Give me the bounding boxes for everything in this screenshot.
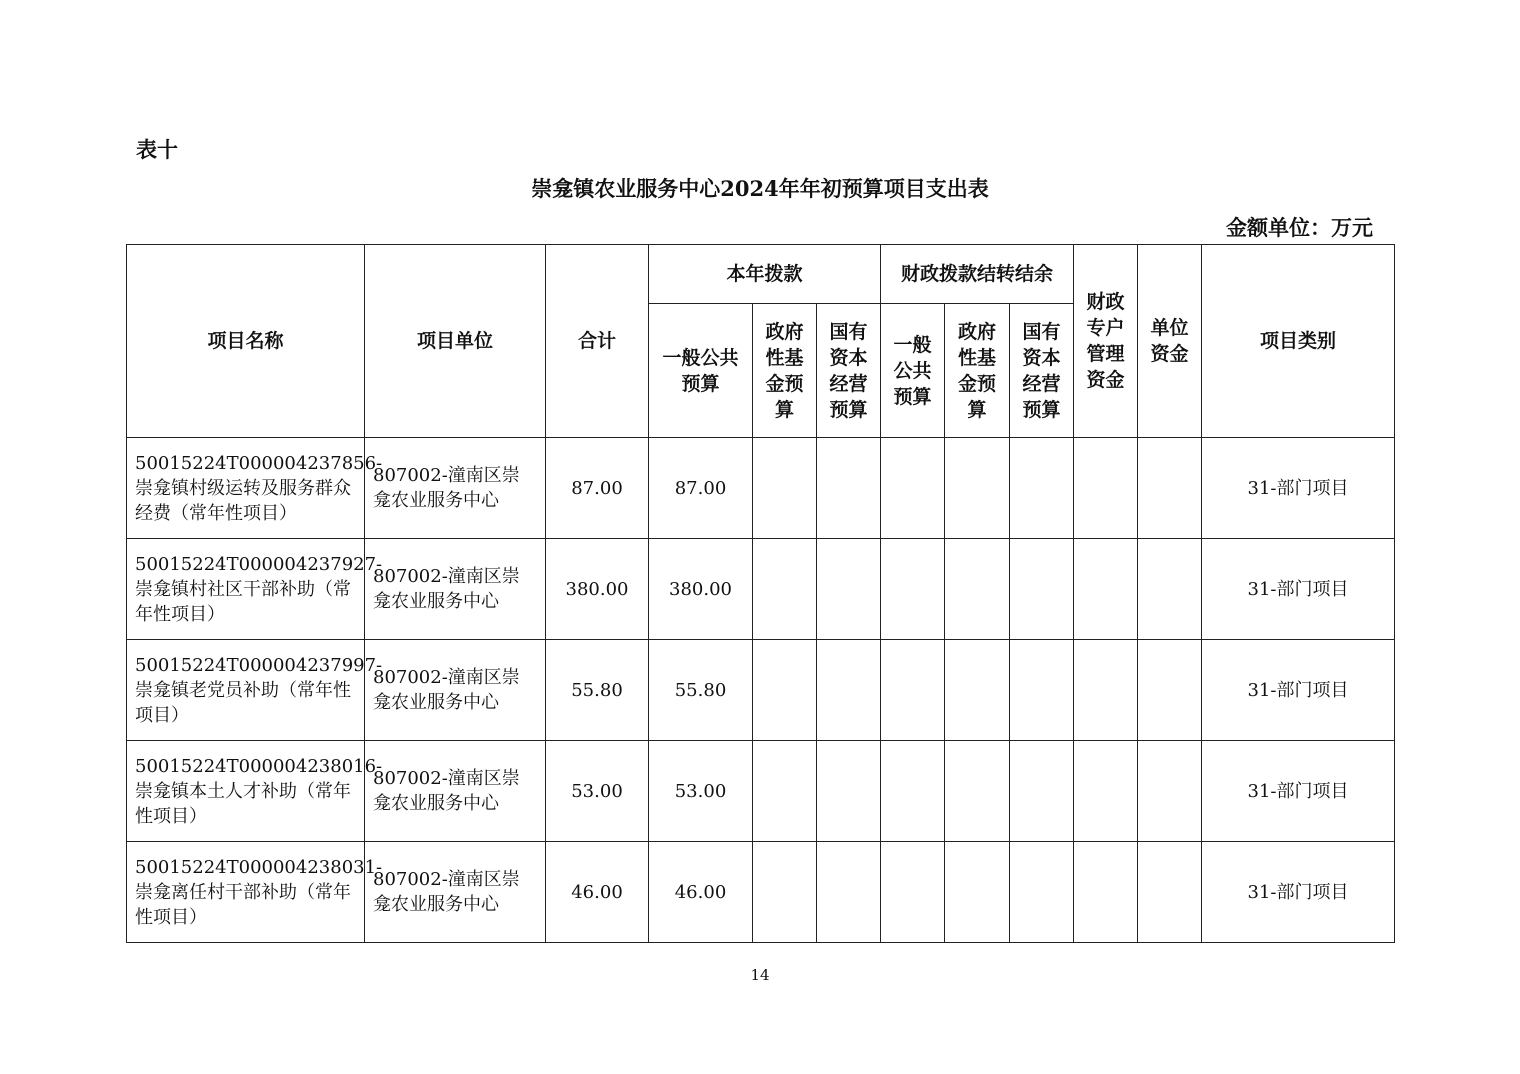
cell-category: 31-部门项目 <box>1202 438 1395 539</box>
cell-project-name: 50015224T000004237856-崇龛镇村级运转及服务群众经费（常年性项目） <box>127 438 365 539</box>
cell-project-name: 50015224T000004238031-崇龛离任村干部补助（常年性项目） <box>127 842 365 943</box>
cell-empty <box>945 741 1010 842</box>
cell-empty <box>817 741 881 842</box>
col-header-category: 项目类别 <box>1202 245 1395 438</box>
table-row <box>127 741 1395 842</box>
cell-empty <box>1074 842 1138 943</box>
cell-empty <box>1010 741 1074 842</box>
col-header-cur-gov-fund: 政府性基金预算 <box>753 304 817 438</box>
col-header-co-gov-fund: 政府性基金预算 <box>945 304 1010 438</box>
cell-empty <box>817 842 881 943</box>
cell-empty <box>881 741 945 842</box>
cell-empty <box>1010 438 1074 539</box>
cell-empty <box>817 539 881 640</box>
col-header-project-unit: 项目单位 <box>365 245 546 438</box>
cell-empty <box>945 539 1010 640</box>
cell-empty <box>753 640 817 741</box>
col-header-co-state-capital: 国有资本经营预算 <box>1010 304 1074 438</box>
cell-empty <box>1138 438 1202 539</box>
col-header-total: 合计 <box>546 245 649 438</box>
col-header-fiscal-special: 财政专户管理资金 <box>1074 245 1138 438</box>
cell-cur-general: 380.00 <box>649 539 753 640</box>
cell-project-name: 50015224T000004237997-崇龛镇老党员补助（常年性项目） <box>127 640 365 741</box>
cell-empty <box>817 438 881 539</box>
cell-empty <box>753 438 817 539</box>
cell-total: 46.00 <box>546 842 649 943</box>
cell-project-name: 50015224T000004237927-崇龛镇村社区干部补助（常年性项目） <box>127 539 365 640</box>
cell-empty <box>1074 640 1138 741</box>
cell-empty <box>881 539 945 640</box>
cell-total: 87.00 <box>546 438 649 539</box>
cell-empty <box>945 640 1010 741</box>
col-header-cur-general: 一般公共预算 <box>649 304 753 438</box>
cell-empty <box>945 842 1010 943</box>
col-header-project-name: 项目名称 <box>127 245 365 438</box>
cell-project-unit: 807002-潼南区崇龛农业服务中心 <box>365 741 546 842</box>
cell-total: 53.00 <box>546 741 649 842</box>
cell-project-name: 50015224T000004238016-崇龛镇本土人才补助（常年性项目） <box>127 741 365 842</box>
cell-empty <box>817 640 881 741</box>
document-title: 崇龛镇农业服务中心2024年年初预算项目支出表 <box>531 176 989 201</box>
cell-project-unit: 807002-潼南区崇龛农业服务中心 <box>365 640 546 741</box>
cell-category: 31-部门项目 <box>1202 640 1395 741</box>
table-body <box>127 438 1395 943</box>
cell-total: 380.00 <box>546 539 649 640</box>
col-header-cur-state-capital: 国有资本经营预算 <box>817 304 881 438</box>
cell-empty <box>1138 842 1202 943</box>
cell-empty <box>881 842 945 943</box>
cell-empty <box>1138 741 1202 842</box>
cell-empty <box>753 842 817 943</box>
table-row <box>127 539 1395 640</box>
col-group-carryover: 财政拨款结转结余 <box>881 245 1074 304</box>
table-row <box>127 438 1395 539</box>
cell-empty <box>1138 640 1202 741</box>
cell-cur-general: 53.00 <box>649 741 753 842</box>
cell-empty <box>881 438 945 539</box>
cell-category: 31-部门项目 <box>1202 539 1395 640</box>
cell-total: 55.80 <box>546 640 649 741</box>
cell-empty <box>1074 438 1138 539</box>
amount-unit-label: 金额单位：万元 <box>1226 215 1373 240</box>
cell-category: 31-部门项目 <box>1202 741 1395 842</box>
table-header <box>127 245 1395 438</box>
cell-empty <box>881 640 945 741</box>
cell-cur-general: 87.00 <box>649 438 753 539</box>
col-header-unit-funds: 单位资金 <box>1138 245 1202 438</box>
cell-project-unit: 807002-潼南区崇龛农业服务中心 <box>365 438 546 539</box>
cell-cur-general: 46.00 <box>649 842 753 943</box>
col-header-co-general: 一般公共预算 <box>881 304 945 438</box>
table-label: 表十 <box>136 137 178 162</box>
col-group-current-year: 本年拨款 <box>649 245 881 304</box>
page-number: 14 <box>750 966 770 984</box>
cell-empty <box>945 438 1010 539</box>
cell-empty <box>1010 539 1074 640</box>
cell-empty <box>1074 539 1138 640</box>
cell-empty <box>753 539 817 640</box>
cell-empty <box>1010 842 1074 943</box>
cell-empty <box>1074 741 1138 842</box>
budget-table <box>126 244 1395 943</box>
cell-empty <box>1138 539 1202 640</box>
cell-empty <box>1010 640 1074 741</box>
table-row <box>127 842 1395 943</box>
cell-project-unit: 807002-潼南区崇龛农业服务中心 <box>365 842 546 943</box>
cell-category: 31-部门项目 <box>1202 842 1395 943</box>
table-row <box>127 640 1395 741</box>
cell-project-unit: 807002-潼南区崇龛农业服务中心 <box>365 539 546 640</box>
cell-empty <box>753 741 817 842</box>
cell-cur-general: 55.80 <box>649 640 753 741</box>
